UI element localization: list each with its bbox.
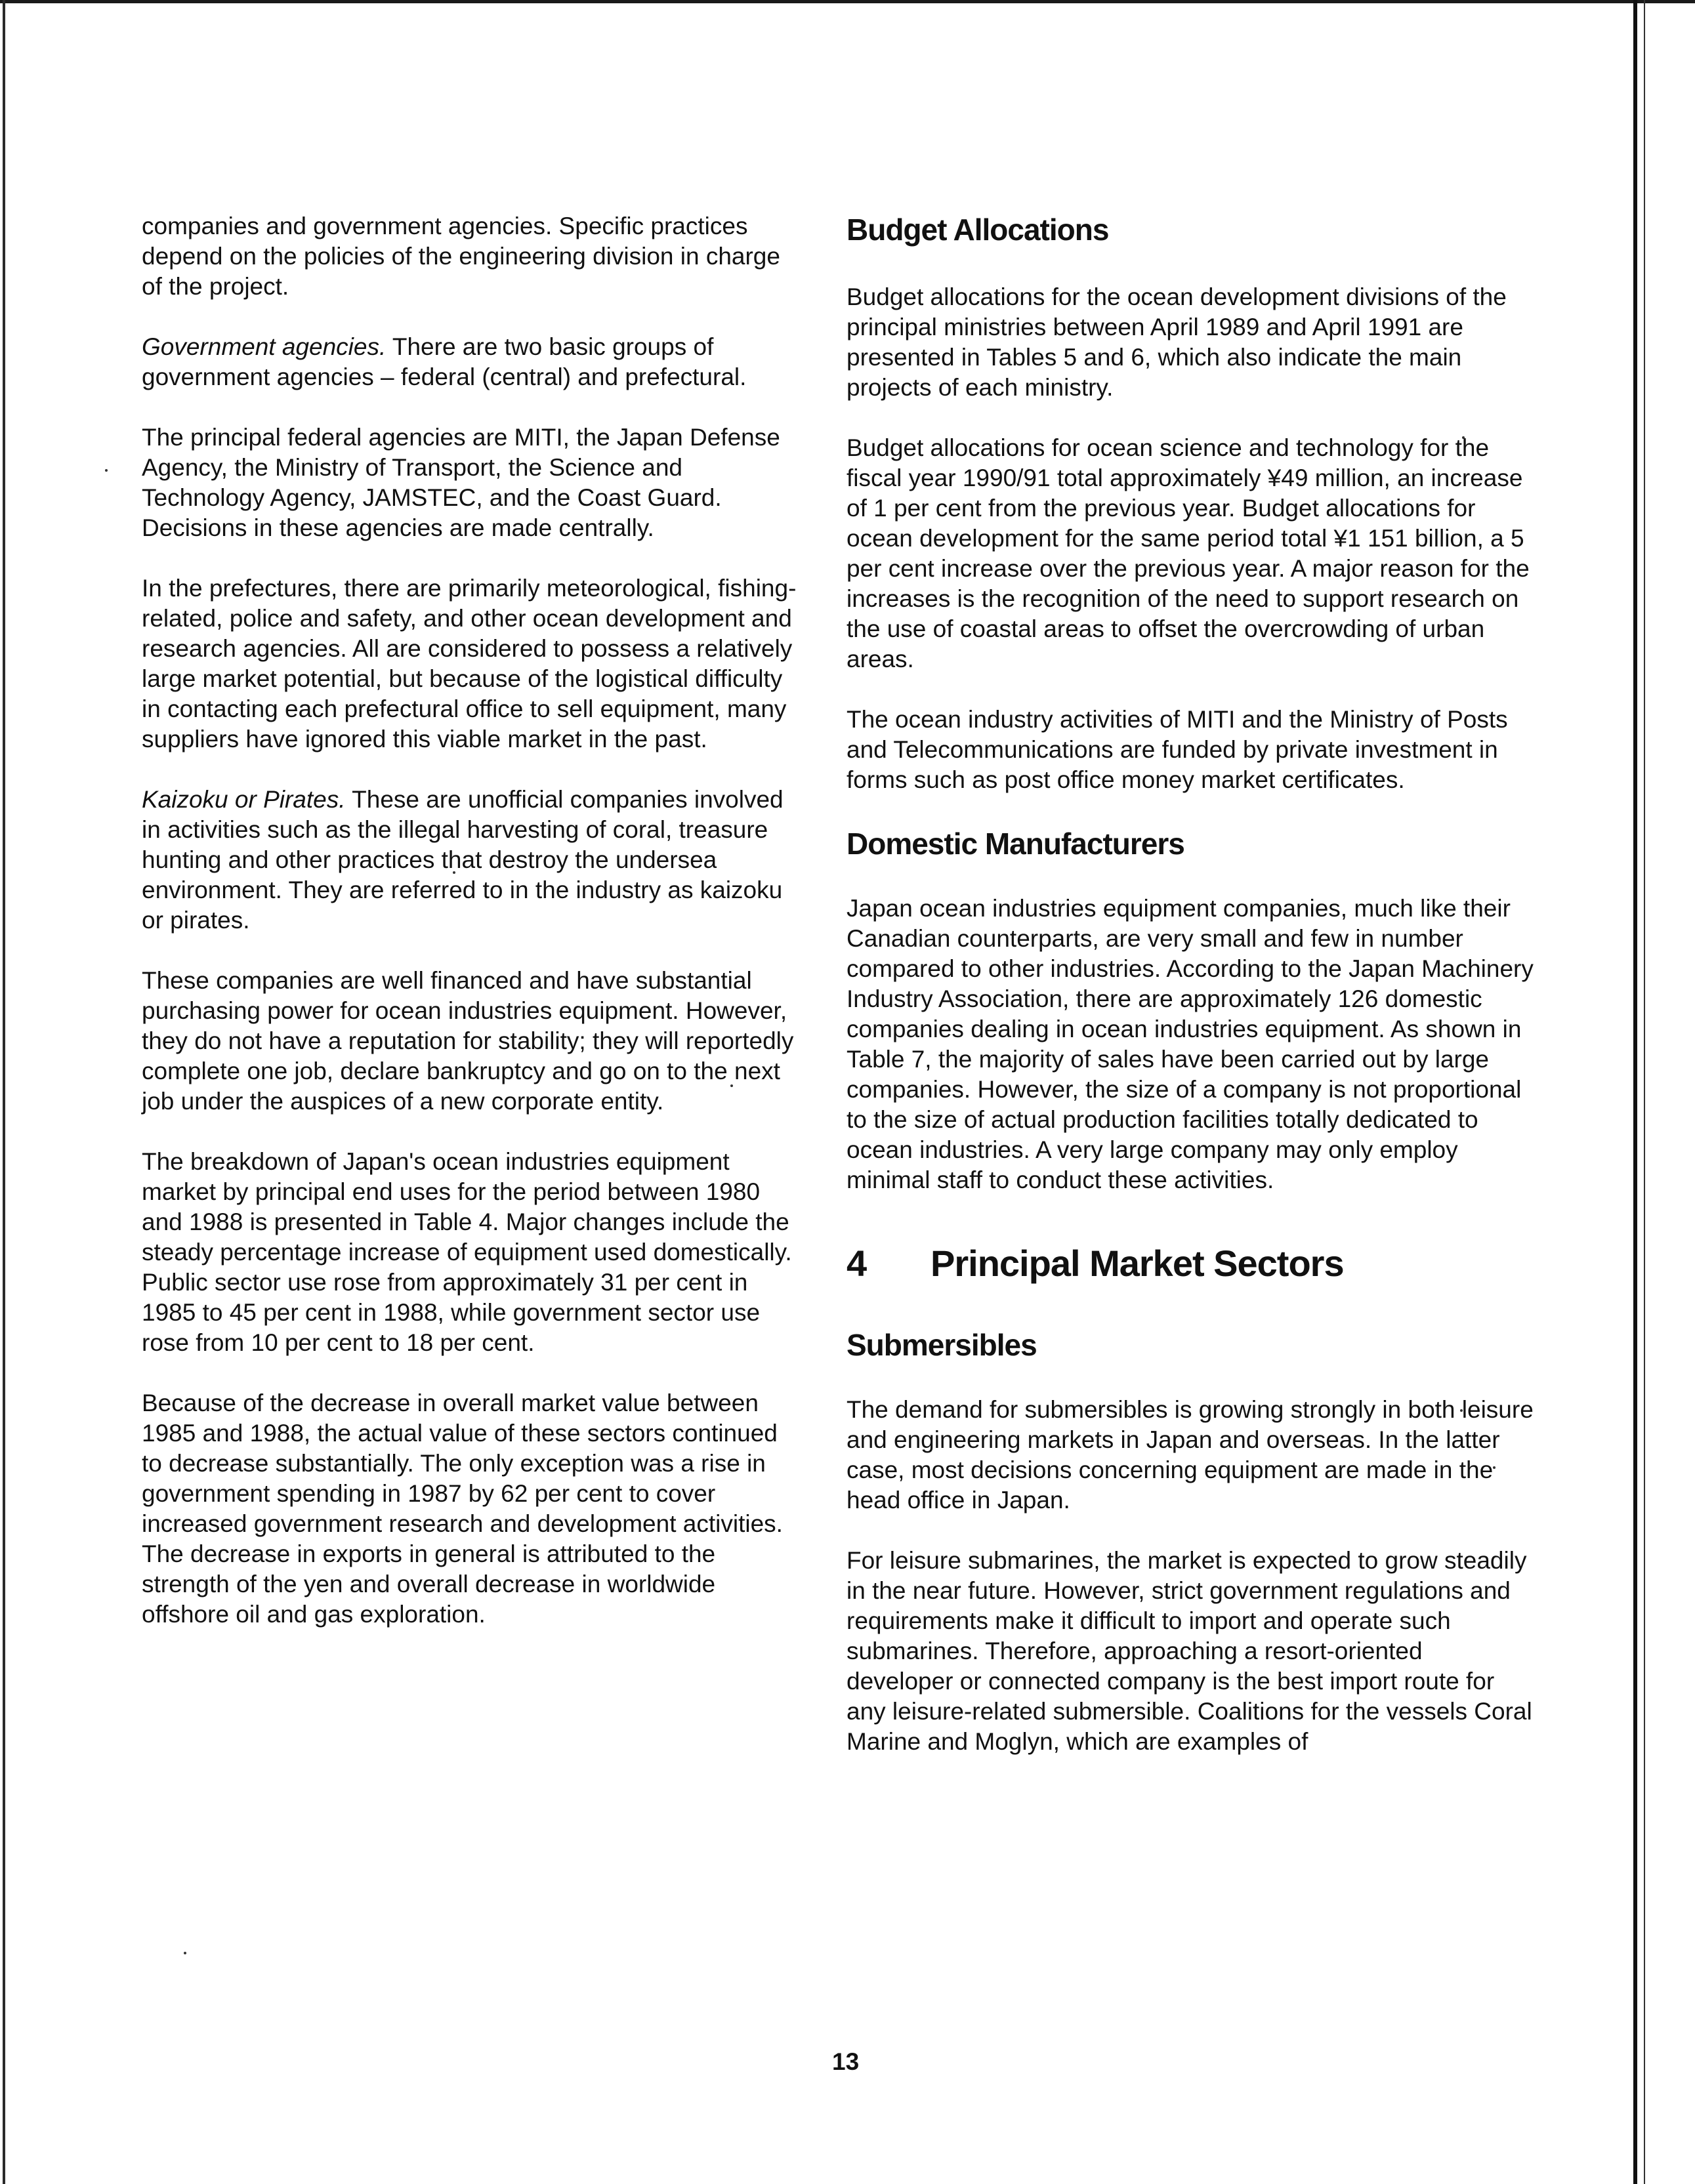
scan-edge-top: [0, 0, 1695, 3]
paragraph: For leisure submarines, the market is expected to grow steadily in the near future. However, strict government regulations and requirements make it difficult to import and operate such submarines. Therefore, approaching a resort-oriented developer or connected company is the best import route for any leisure-related submersible. Coalitions for the vessels Coral Marine and Moglyn, which are examples of: [847, 1547, 1532, 1755]
paragraph: In the prefectures, there are primarily meteorological, fishing-related, police and safety, and other ocean development and research agencies. All are considered to possess a relatively large market potential, but because of the logistical difficulty in contacting each prefectural office to sell equipment, many suppliers have ignored this viable market in the past.: [142, 575, 797, 752]
submersibles-heading: Submersibles: [847, 1328, 1037, 1362]
paragraph-body: There are two basic groups of government agencies – federal (central) and prefectural.: [142, 333, 747, 390]
paragraph: Because of the decrease in overall market value between 1985 and 1988, the actual value of these sectors continued to decrease substantially. The only exception was a rise in government spending in 1987 by 62 per cent to cover increased government research and development activities. The decrease in exports in general is attributed to the strength of the yen and overall decrease in worldwide offshore oil and gas exploration.: [142, 1390, 783, 1628]
paragraph-government-agencies: [142, 332, 798, 392]
paragraph: companies and government agencies. Specific practices depend on the policies of the engineering division in charge of the project.: [142, 213, 780, 300]
scan-speck: [105, 469, 108, 472]
scan-edge-right-inner: [1644, 0, 1645, 2184]
section-title: Principal Market Sectors: [931, 1243, 1344, 1284]
paragraph-lead-italic: Government agencies.: [142, 333, 387, 360]
section-heading: [847, 1243, 1536, 1285]
paragraph: Japan ocean industries equipment companies, much like their Canadian counterparts, are very small and few in number compared to other industries. According to the Japan Machinery Industry Association, there are approximately 126 domestic companies dealing in ocean industries equipment. As shown in Table 7, the majority of sales have been carried out by large companies. However, the size of a company is not proportional to the size of actual production facilities totally dedicated to ocean industries. A very large company may only employ minimal staff to conduct these activities.: [847, 895, 1534, 1193]
paragraph-lead-italic: Kaizoku or Pirates.: [142, 786, 346, 813]
budget-allocations-heading: Budget Allocations: [847, 213, 1109, 247]
paragraph-body: These are unofficial companies involved in activities such as the illegal harvesting of coral, treasure hunting and other practices that destroy the undersea environment. They are referred to in the industry as kaizoku or pirates.: [142, 786, 784, 934]
paragraph: The demand for submersibles is growing strongly in both leisure and engineering markets in Japan and overseas. In the latter case, most decisions concerning equipment are made in the head office in Japan.: [847, 1396, 1534, 1514]
paragraph: Budget allocations for ocean science and technology for the fiscal year 1990/91 total approximately ¥49 million, an increase of 1 per cent from the previous year. Budget allocations for ocean development for the same period total ¥1 151 billion, a 5 per cent increase over the previous year. A major reason for the increases is the recognition of the need to support research on the use of coastal areas to offset the overcrowding of urban areas.: [847, 434, 1530, 672]
paragraph: Budget allocations for the ocean development divisions of the principal ministries between April 1989 and April 1991 are presented in Tables 5 and 6, which also indicate the main projects of each ministry.: [847, 283, 1507, 401]
page-number: 13: [832, 2048, 860, 2075]
section-number: 4: [847, 1243, 867, 1284]
scan-edge-left: [3, 0, 5, 2184]
right-column: [847, 211, 1536, 1787]
paragraph-kaizoku: [142, 785, 798, 936]
paragraph: The breakdown of Japan's ocean industries equipment market by principal end uses for the period between 1980 and 1988 is presented in Table 4. Major changes include the steady percentage increase of equipment used domestically. Public sector use rose from approximately 31 per cent in 1985 to 45 per cent in 1988, while government sector use rose from 10 per cent to 18 per cent.: [142, 1148, 792, 1356]
domestic-manufacturers-heading: Domestic Manufacturers: [847, 827, 1184, 861]
left-column: [142, 211, 798, 1660]
paragraph: The principal federal agencies are MITI, the Japan Defense Agency, the Ministry of Transport, the Science and Technology Agency, JAMSTEC, and the Coast Guard. Decisions in these agencies are made centrally.: [142, 424, 780, 541]
scan-edge-right: [1633, 0, 1637, 2184]
paragraph: These companies are well financed and have substantial purchasing power for ocean industries equipment. However, they do not have a reputation for stability; they will reportedly complete one job, declare bankruptcy and go on to the next job under the auspices of a new corporate entity.: [142, 967, 794, 1115]
paragraph: The ocean industry activities of MITI and the Ministry of Posts and Telecommunications are funded by private investment in forms such as post office money market certificates.: [847, 706, 1508, 793]
scan-speck: [184, 1952, 186, 1954]
